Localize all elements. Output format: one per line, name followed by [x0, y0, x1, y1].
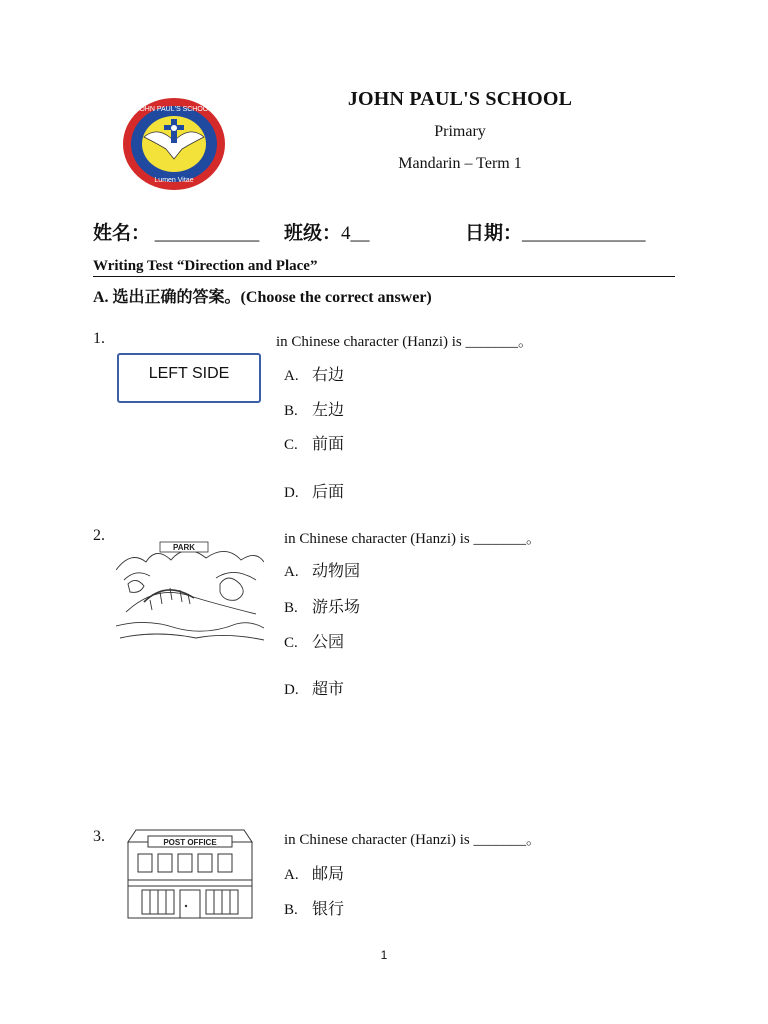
- left-side-label: LEFT SIDE: [148, 365, 230, 382]
- option-letter: C.: [284, 437, 298, 453]
- date-label: 日期：: [465, 223, 523, 244]
- option-letter: A.: [284, 564, 299, 580]
- option-letter: B.: [284, 403, 298, 419]
- option-letter: B.: [284, 902, 298, 918]
- park-sign-label: PARK: [172, 543, 196, 552]
- question-2-option-b[interactable]: [284, 594, 360, 617]
- question-1-prompt: in Chinese character (Hanzi) is _______。: [276, 334, 533, 350]
- name-field: [93, 218, 259, 245]
- option-letter: D.: [284, 485, 299, 501]
- question-3-prompt: in Chinese character (Hanzi) is _______。: [284, 832, 541, 848]
- option-letter: C.: [284, 635, 298, 651]
- question-3-number: 3.: [93, 828, 105, 845]
- option-text: 右边: [312, 365, 345, 384]
- question-3-option-b[interactable]: [284, 896, 344, 919]
- question-1-option-b[interactable]: [284, 397, 344, 420]
- option-letter: A.: [284, 368, 299, 384]
- option-letter: D.: [284, 682, 299, 698]
- option-text: 前面: [312, 434, 345, 453]
- question-2-option-a[interactable]: [284, 558, 360, 581]
- option-text: 银行: [312, 899, 345, 918]
- class-value[interactable]: 4__: [341, 223, 370, 244]
- option-letter: B.: [284, 600, 298, 616]
- left-side-box: [117, 353, 261, 403]
- park-illustration: [116, 540, 264, 642]
- test-title: Writing Test “Direction and Place”: [93, 258, 675, 277]
- course-title: Mandarin – Term 1: [398, 155, 522, 172]
- school-name: JOHN PAUL'S SCHOOL: [347, 88, 573, 110]
- date-field: [465, 218, 646, 245]
- option-text: 左边: [312, 400, 345, 419]
- question-2-option-c[interactable]: [284, 629, 344, 652]
- question-2-prompt: in Chinese character (Hanzi) is _______。: [284, 531, 541, 547]
- svg-text:JOHN PAUL'S SCHOOL: JOHN PAUL'S SCHOOL: [135, 106, 213, 113]
- question-1-number: 1.: [93, 330, 105, 347]
- post-office-illustration: [118, 828, 262, 922]
- date-blank[interactable]: _____________: [522, 223, 646, 244]
- svg-text:Lumen Vitae: Lumen Vitae: [154, 177, 194, 184]
- class-label: 班级：: [284, 223, 342, 244]
- name-label: 姓名：: [93, 223, 151, 244]
- option-letter: A.: [284, 867, 299, 883]
- option-text: 游乐场: [312, 597, 361, 616]
- school-level: Primary: [434, 123, 486, 140]
- option-text: 后面: [312, 482, 345, 501]
- option-text: 动物园: [312, 561, 361, 580]
- option-text: 邮局: [312, 864, 345, 883]
- question-1-option-d[interactable]: [284, 479, 344, 502]
- question-3-option-a[interactable]: [284, 861, 344, 884]
- question-2-option-d[interactable]: [284, 676, 344, 699]
- question-1-option-c[interactable]: [284, 431, 344, 454]
- question-1-option-a[interactable]: [284, 362, 344, 385]
- page-number: 1: [380, 948, 388, 962]
- class-field: [284, 218, 370, 245]
- school-logo: [122, 97, 226, 191]
- option-text: 公园: [312, 632, 345, 651]
- name-blank[interactable]: ___________: [154, 223, 260, 244]
- question-2-number: 2.: [93, 527, 105, 544]
- post-office-sign-label: POST OFFICE: [163, 838, 217, 847]
- option-text: 超市: [312, 679, 345, 698]
- section-a-heading: A. 选出正确的答案。(Choose the correct answer): [93, 289, 432, 306]
